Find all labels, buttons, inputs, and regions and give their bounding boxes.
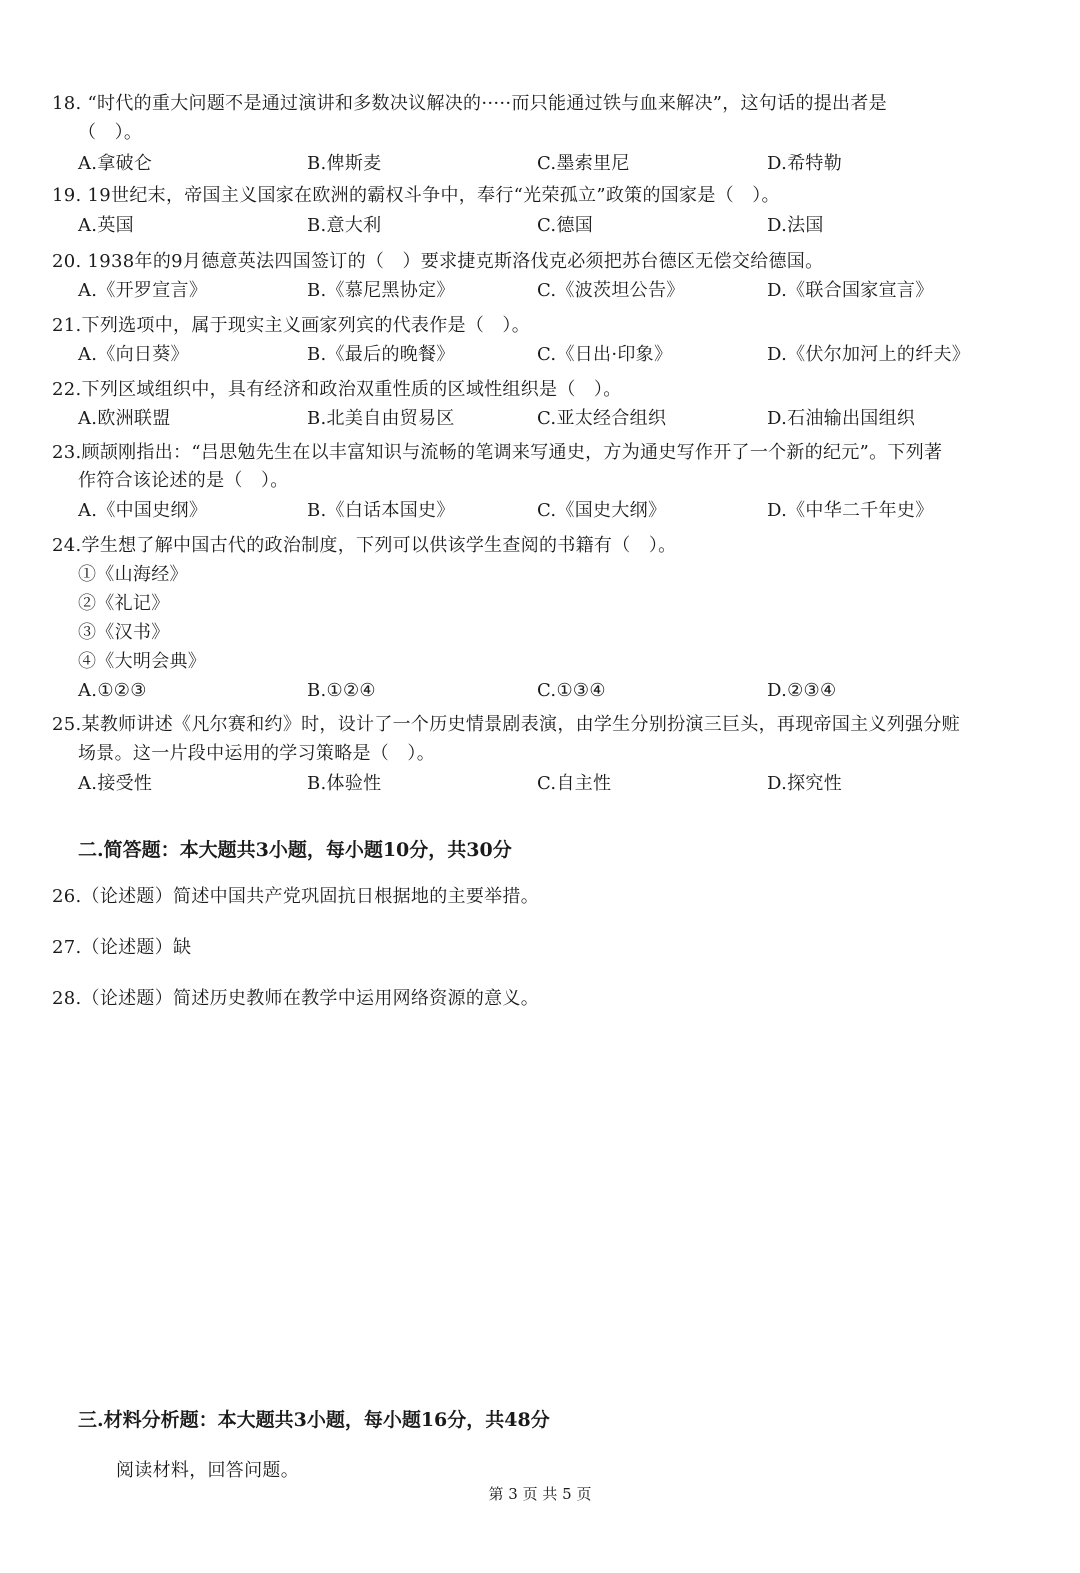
question-20-option-d: D.《联合国家宣言》 [767,280,934,301]
question-18-stem-line-1: 18. “时代的重大问题不是通过演讲和多数决议解决的·····而只能通过铁与血来解决”，这句话的提出者是 [52,93,887,114]
question-19-stem: 19. 19世纪末，帝国主义国家在欧洲的霸权斗争中，奉行“光荣孤立”政策的国家是（ ）。 [52,185,780,206]
question-23-stem-line-2: 作符合该论述的是（ ）。 [78,470,289,491]
question-24-option-b: B.①②④ [307,680,376,701]
question-23-option-b: B.《白话本国史》 [307,500,455,521]
section-2-heading: 二.简答题：本大题共3小题，每小题10分，共30分 [78,839,512,861]
question-20-option-a: A.《开罗宣言》 [78,280,208,301]
question-24-option-d: D.②③④ [767,680,837,701]
question-18-option-b: B.俾斯麦 [307,153,382,174]
question-24-item-3: ③《汉书》 [78,622,170,643]
question-21-stem: 21.下列选项中，属于现实主义画家列宾的代表作是（ ）。 [52,315,531,336]
question-23-stem-line-1: 23.顾颉刚指出：“吕思勉先生在以丰富知识与流畅的笔调来写通史，方为通史写作开了一个新的纪元”。下列著 [52,442,943,463]
question-22-option-c: C.亚太经合组织 [537,408,667,429]
question-19-option-a: A.英国 [78,215,134,236]
question-21-option-c: C.《日出·印象》 [537,344,673,365]
question-18-option-c: C.墨索里尼 [537,153,630,174]
question-22-option-a: A.欧洲联盟 [78,408,171,429]
question-21-option-b: B.《最后的晚餐》 [307,344,455,365]
question-18-stem-line-2: （ ）。 [78,122,143,143]
question-18-option-a: A.拿破仑 [78,153,153,174]
section-3-intro: 阅读材料，回答问题。 [116,1460,299,1481]
question-22-option-d: D.石油输出国组织 [767,408,916,429]
question-23-option-d: D.《中华二千年史》 [767,500,934,521]
question-24-item-4: ④《大明会典》 [78,651,207,672]
question-19-option-d: D.法国 [767,215,824,236]
question-27: 27.（论述题）缺 [52,937,192,958]
question-20-option-c: C.《波茨坦公告》 [537,280,685,301]
question-22-option-b: B.北美自由贸易区 [307,408,455,429]
question-25-option-d: D.探究性 [767,773,843,794]
question-21-option-d: D.《伏尔加河上的纤夫》 [767,344,971,365]
question-24-item-1: ①《山海经》 [78,564,188,585]
question-25-option-b: B.体验性 [307,773,382,794]
question-19-option-b: B.意大利 [307,215,382,236]
question-24-option-c: C.①③④ [537,680,606,701]
question-24-item-2: ②《礼记》 [78,593,170,614]
question-25-stem-line-2: 场景。这一片段中运用的学习策略是（ ）。 [78,743,435,764]
question-23-option-a: A.《中国史纲》 [78,500,208,521]
question-25-option-a: A.接受性 [78,773,153,794]
question-26: 26.（论述题）简述中国共产党巩固抗日根据地的主要举措。 [52,886,540,907]
section-3-heading: 三.材料分析题：本大题共3小题，每小题16分，共48分 [78,1409,550,1431]
question-20-option-b: B.《慕尼黑协定》 [307,280,455,301]
question-20-stem: 20. 1938年的9月德意英法四国签订的（ ）要求捷克斯洛伐克必须把苏台德区无偿交给德国。 [52,251,824,272]
question-19-option-c: C.德国 [537,215,594,236]
question-22-stem: 22.下列区域组织中，具有经济和政治双重性质的区域性组织是（ ）。 [52,379,622,400]
question-25-stem-line-1: 25.某教师讲述《凡尔赛和约》时，设计了一个历史情景剧表演，由学生分别扮演三巨头，再现帝国主义列强分赃 [52,714,960,735]
question-25-option-c: C.自主性 [537,773,612,794]
question-28: 28.（论述题）简述历史教师在教学中运用网络资源的意义。 [52,988,540,1009]
question-21-option-a: A.《向日葵》 [78,344,189,365]
page-number-footer: 第 3 页 共 5 页 [488,1485,592,1503]
question-23-option-c: C.《国史大纲》 [537,500,667,521]
question-24-stem: 24.学生想了解中国古代的政治制度，下列可以供该学生查阅的书籍有（ ）。 [52,535,677,556]
question-24-option-a: A.①②③ [78,680,147,701]
question-18-option-d: D.希特勒 [767,153,843,174]
